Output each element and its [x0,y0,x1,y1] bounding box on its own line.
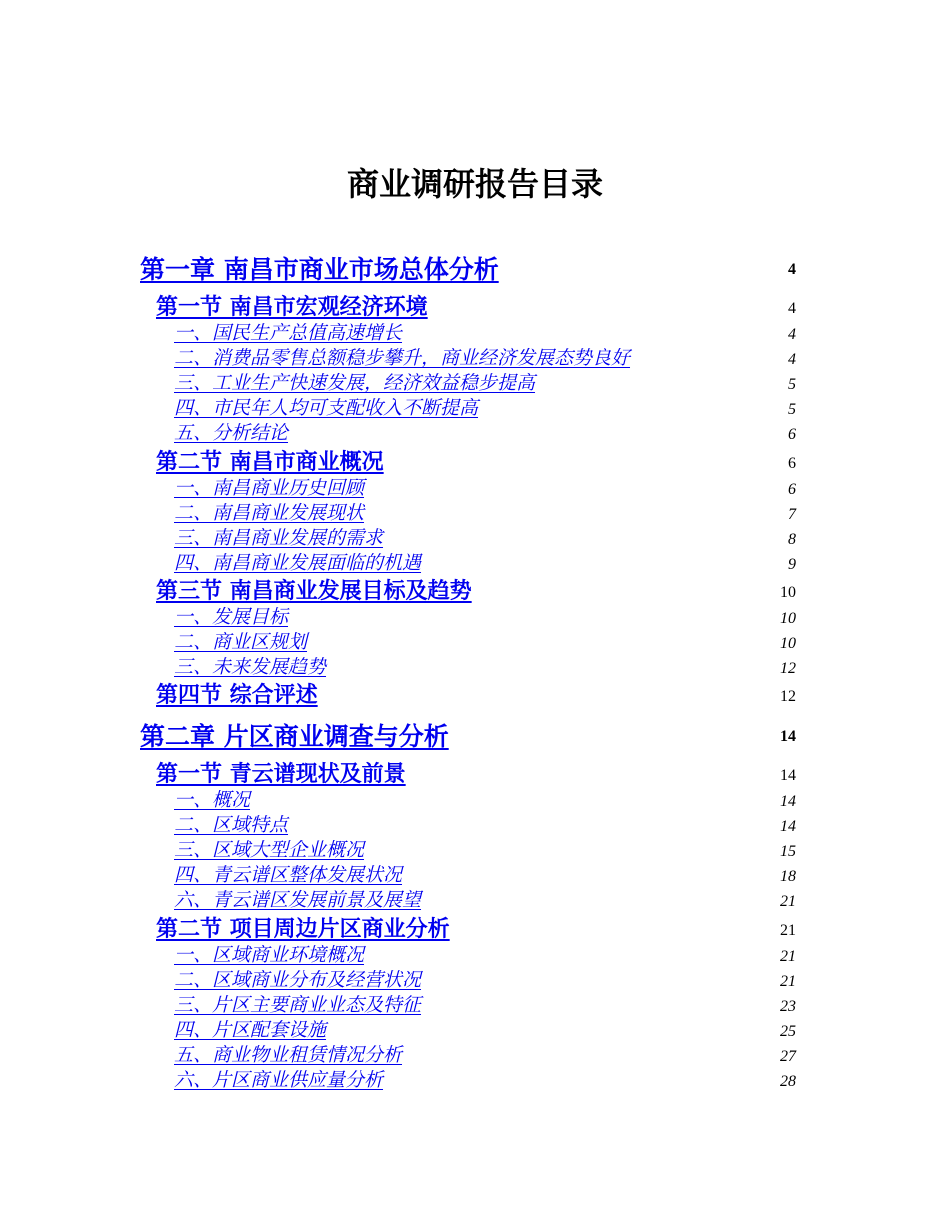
toc-page-number: 10 [780,635,796,652]
toc-subsection [0,347,950,373]
toc-subsection [0,527,950,553]
toc-page-number: 12 [780,688,796,705]
toc-page-number: 6 [788,426,796,443]
toc-link[interactable]: 第二节 南昌市商业概况 [156,450,384,475]
toc-page-number: 21 [780,973,796,990]
toc-link[interactable]: 一、国民生产总值高速增长 [174,322,403,344]
toc-page-number: 6 [788,481,796,498]
toc-section [0,762,950,788]
toc-page-number: 21 [780,922,796,939]
toc-link[interactable]: 四、青云谱区整体发展状况 [174,864,403,886]
toc-link[interactable]: 第二章 片区商业调查与分析 [140,722,449,751]
toc-section [0,450,950,476]
toc-link[interactable]: 五、分析结论 [174,422,289,444]
toc-subsection [0,631,950,657]
toc-chapter [0,722,950,751]
toc-link[interactable]: 第一节 青云谱现状及前景 [156,762,406,787]
toc-subsection [0,422,950,448]
toc-subsection [0,889,950,915]
toc-page-number: 14 [780,728,796,745]
toc-chapter [0,255,950,284]
toc-subsection [0,322,950,348]
toc-page-number: 14 [780,767,796,784]
toc-subsection [0,944,950,970]
toc-subsection [0,372,950,398]
toc-subsection [0,1044,950,1070]
toc-page-number: 8 [788,531,796,548]
toc-subsection [0,1019,950,1045]
toc-link[interactable]: 四、市民年人均可支配收入不断提高 [174,397,479,419]
toc-page-number: 23 [780,998,796,1015]
toc-subsection [0,397,950,423]
toc-page-number: 4 [788,300,796,317]
toc-link[interactable]: 第一节 南昌市宏观经济环境 [156,295,428,320]
toc-link[interactable]: 二、南昌商业发展现状 [174,502,365,524]
toc-link[interactable]: 一、概况 [174,789,251,811]
toc-section [0,683,950,709]
toc-subsection [0,789,950,815]
toc-page-number: 21 [780,893,796,910]
toc-page-number: 28 [780,1073,796,1090]
toc-link[interactable]: 一、南昌商业历史回顾 [174,477,365,499]
toc-link[interactable]: 二、消费品零售总额稳步攀升，商业经济发展态势良好 [174,347,631,369]
toc-link[interactable]: 六、青云谱区发展前景及展望 [174,889,422,911]
toc-link[interactable]: 第三节 南昌商业发展目标及趋势 [156,579,472,604]
toc-link[interactable]: 二、商业区规划 [174,631,308,653]
toc-section [0,295,950,321]
toc-page-number: 12 [780,660,796,677]
toc-link[interactable]: 三、区域大型企业概况 [174,839,365,861]
toc-page-number: 14 [780,793,796,810]
toc-page-number: 7 [788,506,796,523]
toc-page-number: 14 [780,818,796,835]
toc-link[interactable]: 三、工业生产快速发展，经济效益稳步提高 [174,372,536,394]
toc-section [0,917,950,943]
toc-link[interactable]: 六、片区商业供应量分析 [174,1069,384,1091]
toc-subsection [0,839,950,865]
toc-subsection [0,1069,950,1095]
toc-page-number: 5 [788,401,796,418]
toc-page-number: 27 [780,1048,796,1065]
toc-subsection [0,477,950,503]
toc-link[interactable]: 四、片区配套设施 [174,1019,327,1041]
toc-link[interactable]: 三、片区主要商业业态及特征 [174,994,422,1016]
toc-page-number: 9 [788,556,796,573]
toc-subsection [0,814,950,840]
toc-link[interactable]: 一、区域商业环境概况 [174,944,365,966]
toc-page-number: 25 [780,1023,796,1040]
page-title: 商业调研报告目录 [346,165,603,203]
toc-page-number: 10 [780,584,796,601]
toc-link[interactable]: 第一章 南昌市商业市场总体分析 [140,255,499,284]
toc-section [0,579,950,605]
toc-link[interactable]: 二、区域特点 [174,814,289,836]
toc-page-number: 4 [788,261,796,278]
toc-link[interactable]: 第二节 项目周边片区商业分析 [156,917,450,942]
toc-page-number: 4 [788,326,796,343]
toc-page-number: 21 [780,948,796,965]
toc-subsection [0,994,950,1020]
toc-link[interactable]: 第四节 综合评述 [156,683,318,708]
toc-page-number: 4 [788,351,796,368]
toc-page-number: 18 [780,868,796,885]
toc-link[interactable]: 三、南昌商业发展的需求 [174,527,384,549]
toc-link[interactable]: 三、未来发展趋势 [174,656,327,678]
toc-subsection [0,606,950,632]
toc-subsection [0,552,950,578]
toc-link[interactable]: 一、发展目标 [174,606,289,628]
toc-page-number: 6 [788,455,796,472]
toc-link[interactable]: 四、南昌商业发展面临的机遇 [174,552,422,574]
toc-page-number: 5 [788,376,796,393]
toc-page-number: 15 [780,843,796,860]
toc-link[interactable]: 五、商业物业租赁情况分析 [174,1044,403,1066]
toc-subsection [0,502,950,528]
toc-page-number: 10 [780,610,796,627]
toc-link[interactable]: 二、区域商业分布及经营状况 [174,969,422,991]
toc-subsection [0,969,950,995]
toc-subsection [0,656,950,682]
toc-subsection [0,864,950,890]
